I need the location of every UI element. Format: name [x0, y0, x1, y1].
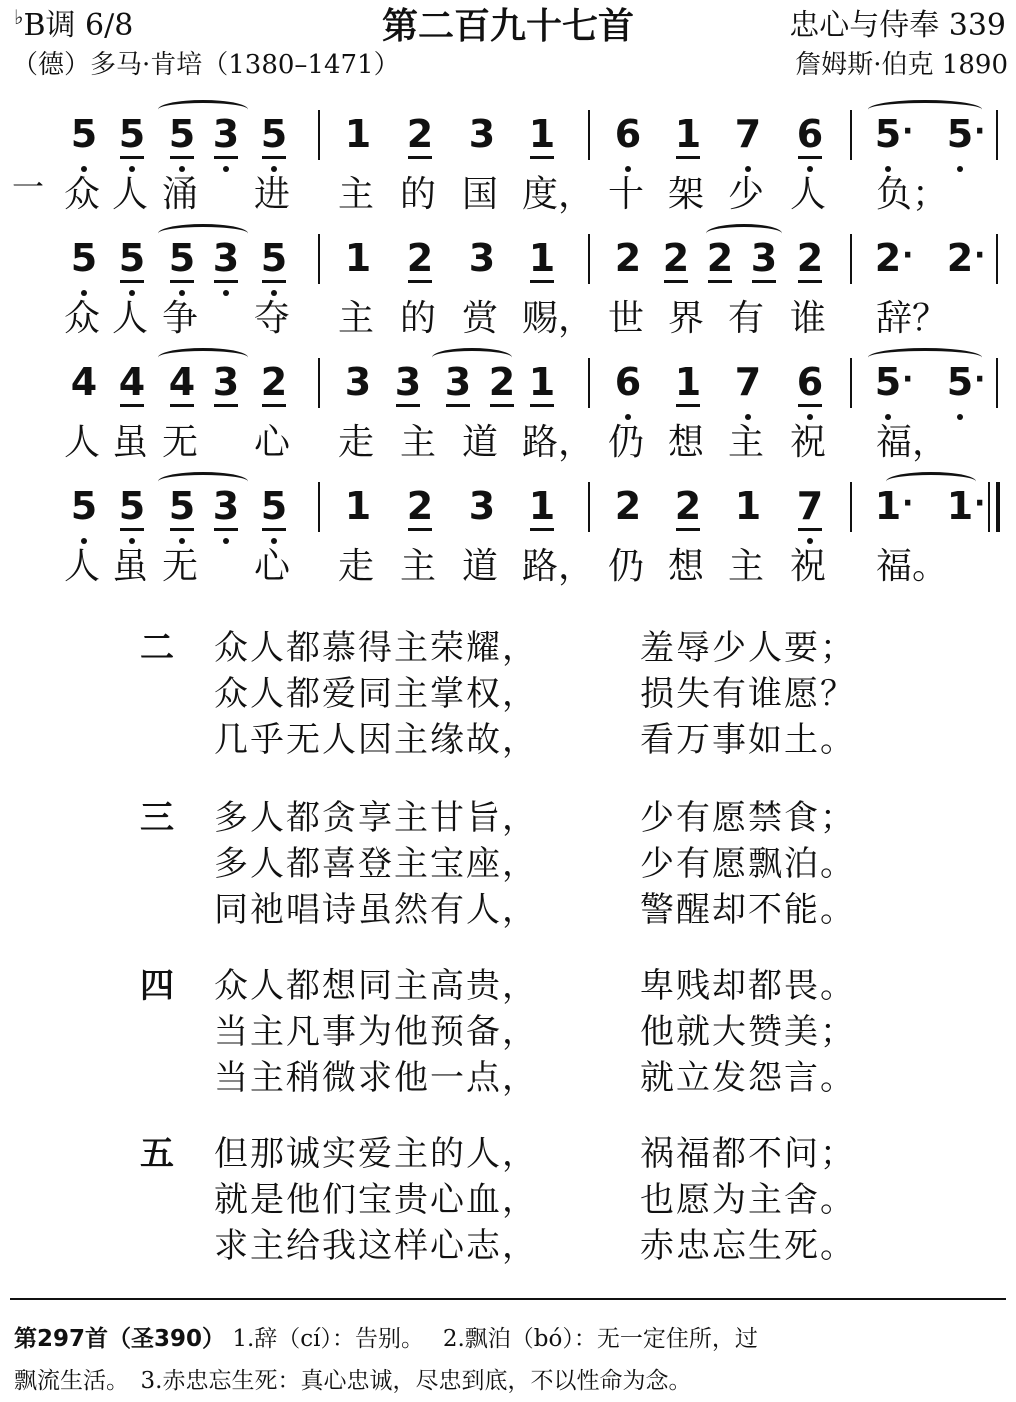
book-reference: 忠心与侍奉 339 [789, 8, 1006, 43]
lower-octave-dot [223, 166, 229, 172]
lyric-syllable: 虽 [112, 422, 149, 463]
augmentation-dot: · [974, 486, 986, 521]
note-digit: 7 [796, 484, 824, 528]
lyric-syllable: 的 [400, 174, 437, 215]
barline [850, 358, 852, 408]
key-signature: ♭B调 6/8 [14, 5, 134, 43]
lyric-syllable: 路， [522, 422, 595, 463]
note-digit: 5 [70, 236, 98, 280]
verse-line-first-half: 求主给我这样心志， [214, 1226, 538, 1266]
note [112, 362, 152, 402]
note-digit: 5 [946, 112, 974, 156]
note [64, 238, 104, 278]
lower-octave-dot [957, 414, 963, 420]
lyric-syllable: 心 [254, 422, 291, 463]
verse-line-first-half: 但那诚实爱主的人， [214, 1134, 538, 1174]
note-digit: 3 [468, 112, 496, 156]
note-digit: 5 [168, 112, 196, 156]
note [728, 114, 768, 154]
note [482, 362, 522, 402]
barline [996, 110, 998, 160]
note-digit: 5 [168, 236, 196, 280]
note [462, 114, 502, 154]
lyric-syllable: 众 [64, 298, 101, 339]
note-digit: 2 [674, 484, 702, 528]
note [790, 114, 830, 154]
barline [996, 234, 998, 284]
eighth-underline [408, 156, 432, 159]
lyric-syllable: 国 [462, 174, 499, 215]
note [462, 486, 502, 526]
verse-number: 四 [140, 966, 174, 1006]
footnote-divider [10, 1298, 1006, 1300]
note [608, 114, 648, 154]
note-digit: 1 [344, 112, 372, 156]
lyric-syllable: 世 [608, 298, 645, 339]
verse-line-second-half: 赤忠忘生死。 [640, 1226, 856, 1266]
eighth-underline [120, 404, 144, 407]
lyric-syllable: 负； [876, 174, 949, 215]
note-digit: 5 [70, 484, 98, 528]
lyric-syllable: 争 [162, 298, 199, 339]
verse-line-first-half: 众人都想同主高贵， [214, 966, 538, 1006]
note-digit: 6 [614, 360, 642, 404]
barline [318, 234, 320, 284]
barline [588, 358, 590, 408]
note-digit: 2 [796, 236, 824, 280]
lyric-syllable: 仍 [608, 546, 645, 587]
note-digit: 5 [946, 360, 974, 404]
lyric-syllable: 路， [522, 546, 595, 587]
note [656, 238, 696, 278]
note-digit: 6 [796, 360, 824, 404]
note [668, 362, 708, 402]
barline [996, 358, 998, 408]
augmentation-dot: · [974, 362, 986, 397]
eighth-underline [676, 156, 700, 159]
note-digit: 7 [734, 112, 762, 156]
note-digit: 2 [614, 236, 642, 280]
note [206, 486, 246, 526]
verse-line-first-half: 就是他们宝贵心血， [214, 1180, 538, 1220]
note-digit: 1 [674, 360, 702, 404]
note-digit: 2 [406, 484, 434, 528]
note-digit: 5 [260, 112, 288, 156]
note-digit: 1 [344, 484, 372, 528]
slur [868, 348, 982, 367]
eighth-underline [708, 280, 732, 283]
lyric-syllable: 心 [254, 546, 291, 587]
note [254, 486, 294, 526]
eighth-underline [214, 156, 238, 159]
note [254, 114, 294, 154]
note-digit: 6 [614, 112, 642, 156]
note-digit: 5 [874, 112, 902, 156]
note [206, 362, 246, 402]
eighth-underline [262, 280, 286, 283]
lyric-syllable: 走 [338, 546, 375, 587]
note [790, 486, 830, 526]
note-digit: 1 [528, 236, 556, 280]
note-digit: 3 [212, 360, 240, 404]
verse-line-second-half: 看万事如土。 [640, 720, 856, 760]
lyric-syllable: 少 [728, 174, 765, 215]
slur [886, 472, 976, 491]
verse-line-first-half: 当主稍微求他一点， [214, 1058, 538, 1098]
note [64, 362, 104, 402]
verse-line-second-half: 损失有谁愿？ [640, 674, 856, 714]
eighth-underline [664, 280, 688, 283]
note [112, 114, 152, 154]
note [668, 114, 708, 154]
lyric-syllable: 无 [162, 422, 199, 463]
note [700, 238, 740, 278]
note [522, 114, 562, 154]
note-digit: 6 [796, 112, 824, 156]
note-digit: 2 [260, 360, 288, 404]
slur [158, 472, 248, 491]
lyric-syllable: 进 [254, 174, 291, 215]
note-digit: 2 [406, 236, 434, 280]
verse-line-first-half: 多人都喜登主宝座， [214, 844, 538, 884]
note [744, 238, 784, 278]
note [522, 238, 562, 278]
note-digit: 5 [118, 112, 146, 156]
composer: 詹姆斯·伯克 1890 [795, 50, 1008, 80]
lyric-syllable: 主 [338, 174, 375, 215]
eighth-underline [408, 280, 432, 283]
lyric-syllable: 辞？ [876, 298, 949, 339]
note [254, 362, 294, 402]
lower-octave-dot [223, 538, 229, 544]
lyric-syllable: 福。 [876, 546, 949, 587]
barline [850, 110, 852, 160]
final-barline-thin [988, 482, 990, 532]
augmentation-dot: · [902, 238, 914, 273]
slur [868, 100, 982, 119]
slur [158, 348, 248, 367]
footnote-ref: 第297首（圣390） [14, 1326, 226, 1352]
note-digit: 2 [946, 236, 974, 280]
note [668, 486, 708, 526]
barline [318, 482, 320, 532]
eighth-underline [408, 528, 432, 531]
lyric-syllable: 主 [728, 546, 765, 587]
lyric-syllable: 仍 [608, 422, 645, 463]
eighth-underline [120, 528, 144, 531]
note [728, 486, 768, 526]
eighth-underline [798, 404, 822, 407]
eighth-underline [530, 156, 554, 159]
score-system-1 [0, 100, 1016, 222]
footnote-text-2: 飘流生活。 3.赤忠忘生死：真心忠诚，尽忠到底，不以性命为念。 [14, 1368, 692, 1394]
lyric-syllable: 众 [64, 174, 101, 215]
slur [432, 348, 512, 367]
note [438, 362, 478, 402]
note-digit: 2 [614, 484, 642, 528]
note [162, 486, 202, 526]
lyric-syllable: 度， [522, 174, 595, 215]
eighth-underline [798, 280, 822, 283]
lyric-syllable: 走 [338, 422, 375, 463]
note [64, 486, 104, 526]
note-digit: 5 [874, 360, 902, 404]
note-digit: 1 [528, 360, 556, 404]
note-digit: 5 [260, 484, 288, 528]
lyric-syllable: 赐， [522, 298, 595, 339]
note [608, 238, 648, 278]
note-digit: 7 [734, 360, 762, 404]
lower-octave-dot [223, 290, 229, 296]
verse-line-first-half: 众人都慕得主荣耀， [214, 628, 538, 668]
note-digit: 3 [394, 360, 422, 404]
note [206, 114, 246, 154]
note-digit: 5 [168, 484, 196, 528]
augmentation-dot: · [902, 362, 914, 397]
lyric-syllable: 道 [462, 546, 499, 587]
lyric-syllable: 虽 [112, 546, 149, 587]
verse-number: 五 [140, 1134, 174, 1174]
note-digit: 3 [468, 236, 496, 280]
lyric-syllable: 主 [400, 422, 437, 463]
lyric-syllable: 谁 [790, 298, 827, 339]
verse-number: 一 [12, 168, 45, 206]
lyric-syllable: 夺 [254, 298, 291, 339]
barline [588, 234, 590, 284]
note-digit: 5 [118, 236, 146, 280]
barline [850, 234, 852, 284]
eighth-underline [170, 280, 194, 283]
note-digit: 3 [212, 112, 240, 156]
note-digit: 3 [750, 236, 778, 280]
eighth-underline [120, 280, 144, 283]
note [206, 238, 246, 278]
footnote [14, 1318, 1010, 1402]
verse-line-second-half: 羞辱少人要； [640, 628, 856, 668]
verse-line-second-half: 警醒却不能。 [640, 890, 856, 930]
note [254, 238, 294, 278]
verse-line-second-half: 少有愿飘泊。 [640, 844, 856, 884]
score-system-3 [0, 348, 1016, 470]
note-digit: 1 [344, 236, 372, 280]
verse-line-first-half: 当主凡事为他预备， [214, 1012, 538, 1052]
lyric-syllable: 有 [728, 298, 765, 339]
note [790, 238, 830, 278]
note [400, 238, 440, 278]
lyric-syllable: 主 [728, 422, 765, 463]
lyric-syllable: 主 [400, 546, 437, 587]
note-digit: 2 [662, 236, 690, 280]
note-digit: 1 [528, 484, 556, 528]
lyric-syllable: 十 [608, 174, 645, 215]
lyric-syllable: 祝 [790, 422, 827, 463]
note-digit: 3 [344, 360, 372, 404]
slur [158, 224, 248, 243]
barline [318, 110, 320, 160]
verse-number: 三 [140, 798, 174, 838]
note [400, 114, 440, 154]
note-digit: 5 [260, 236, 288, 280]
lyric-syllable: 想 [668, 422, 705, 463]
note [790, 362, 830, 402]
lyric-syllable: 人 [64, 546, 101, 587]
note [388, 362, 428, 402]
note-digit: 1 [674, 112, 702, 156]
lyric-syllable: 赏 [462, 298, 499, 339]
lyric-syllable: 的 [400, 298, 437, 339]
lyric-syllable: 架 [668, 174, 705, 215]
note-digit: 2 [406, 112, 434, 156]
verse-line-first-half: 众人都爱同主掌权， [214, 674, 538, 714]
eighth-underline [676, 404, 700, 407]
note-digit: 1 [734, 484, 762, 528]
augmentation-dot: · [974, 238, 986, 273]
note-digit: 4 [70, 360, 98, 404]
note [338, 238, 378, 278]
slur [158, 100, 248, 119]
lyric-syllable: 人 [112, 174, 149, 215]
eighth-underline [530, 280, 554, 283]
note [338, 486, 378, 526]
note-digit: 5 [118, 484, 146, 528]
note-digit: 5 [70, 112, 98, 156]
verse-number: 二 [140, 628, 174, 668]
eighth-underline [798, 528, 822, 531]
note [728, 362, 768, 402]
note-digit: 1 [946, 484, 974, 528]
eighth-underline [396, 404, 420, 407]
lyric-syllable: 涌 [162, 174, 199, 215]
eighth-underline [262, 404, 286, 407]
verse-line-second-half: 少有愿禁食； [640, 798, 856, 838]
hymn-title: 第二百九十七首 [381, 6, 634, 47]
slur [706, 224, 782, 243]
note-digit: 2 [874, 236, 902, 280]
eighth-underline [798, 156, 822, 159]
note-digit: 2 [706, 236, 734, 280]
final-barline [996, 482, 1000, 532]
eighth-underline [262, 156, 286, 159]
note [400, 486, 440, 526]
note [64, 114, 104, 154]
lyric-syllable: 人 [112, 298, 149, 339]
verse-line-first-half: 几乎无人因主缘故， [214, 720, 538, 760]
note [112, 486, 152, 526]
lyric-syllable: 界 [668, 298, 705, 339]
verse-line-second-half: 他就大赞美； [640, 1012, 856, 1052]
lyric-syllable: 想 [668, 546, 705, 587]
lyric-syllable: 无 [162, 546, 199, 587]
lyric-syllable: 人 [64, 422, 101, 463]
augmentation-dot: · [974, 114, 986, 149]
lyric-syllable: 人 [790, 174, 827, 215]
verse-line-first-half: 多人都贪享主甘旨， [214, 798, 538, 838]
note [462, 238, 502, 278]
eighth-underline [214, 528, 238, 531]
note [112, 238, 152, 278]
note [608, 486, 648, 526]
barline [850, 482, 852, 532]
lyric-syllable: 福， [876, 422, 949, 463]
lower-octave-dot [957, 166, 963, 172]
eighth-underline [530, 528, 554, 531]
verse-line-second-half: 也愿为主舍。 [640, 1180, 856, 1220]
barline [318, 358, 320, 408]
barline [588, 482, 590, 532]
eighth-underline [676, 528, 700, 531]
note-digit: 3 [212, 236, 240, 280]
eighth-underline [170, 404, 194, 407]
note [338, 362, 378, 402]
eighth-underline [752, 280, 776, 283]
eighth-underline [446, 404, 470, 407]
lyricist: （德）多马·肯培（1380–1471） [12, 50, 400, 80]
eighth-underline [530, 404, 554, 407]
note [522, 486, 562, 526]
verse-line-second-half: 就立发怨言。 [640, 1058, 856, 1098]
note-digit: 3 [444, 360, 472, 404]
eighth-underline [214, 404, 238, 407]
eighth-underline [170, 156, 194, 159]
note-digit: 3 [468, 484, 496, 528]
lyric-syllable: 主 [338, 298, 375, 339]
eighth-underline [490, 404, 514, 407]
note [162, 114, 202, 154]
verse-line-first-half: 同祂唱诗虽然有人， [214, 890, 538, 930]
note-digit: 2 [488, 360, 516, 404]
note [162, 362, 202, 402]
note-digit: 3 [212, 484, 240, 528]
lyric-syllable: 道 [462, 422, 499, 463]
note [338, 114, 378, 154]
note-digit: 1 [874, 484, 902, 528]
note [522, 362, 562, 402]
augmentation-dot: · [902, 486, 914, 521]
footnote-text-1: 1.辞（cí）：告别。 2.飘泊（bó）：无一定住所，过 [232, 1326, 758, 1352]
eighth-underline [262, 528, 286, 531]
barline [588, 110, 590, 160]
score-system-4 [0, 472, 1016, 594]
lyric-syllable: 祝 [790, 546, 827, 587]
note-digit: 1 [528, 112, 556, 156]
eighth-underline [170, 528, 194, 531]
verse-line-second-half: 祸福都不问； [640, 1134, 856, 1174]
score-system-2 [0, 224, 1016, 346]
augmentation-dot: · [902, 114, 914, 149]
verse-line-second-half: 卑贱却都畏。 [640, 966, 856, 1006]
note-digit: 4 [168, 360, 196, 404]
note-digit: 4 [118, 360, 146, 404]
note [162, 238, 202, 278]
eighth-underline [214, 280, 238, 283]
note [608, 362, 648, 402]
eighth-underline [120, 156, 144, 159]
